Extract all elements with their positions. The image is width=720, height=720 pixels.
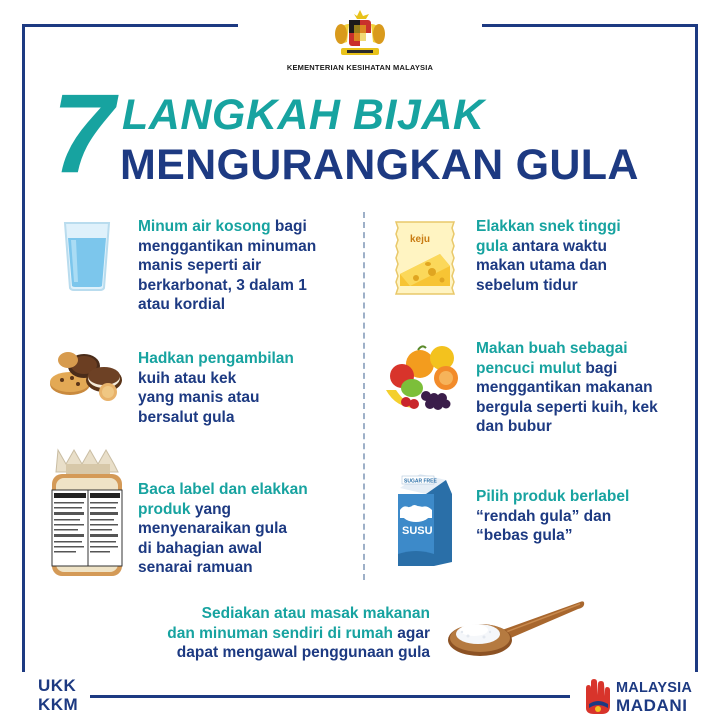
tip-text: berkarbonat, 3 dalam 1 — [138, 276, 307, 294]
tip-text: menyenaraikan gula — [138, 520, 288, 537]
malaysia-madani-logo — [580, 678, 712, 716]
tip-line — [167, 604, 430, 624]
milk-carton-icon — [394, 470, 456, 568]
tip-text: “bebas gula” — [476, 527, 573, 544]
tip-line — [476, 487, 629, 507]
tip-text: yang — [190, 500, 232, 518]
tip-line — [138, 295, 316, 315]
tip-highlight-text: produk — [138, 500, 191, 518]
tip-line — [167, 643, 430, 663]
tip-home-cooking — [167, 604, 430, 663]
water-glass-icon — [62, 220, 112, 292]
bread-nutrition-label-icon — [48, 446, 126, 578]
tip-text: di bahagian awal — [138, 539, 263, 557]
tip-line — [476, 526, 629, 546]
fruits-icon — [382, 342, 466, 414]
tip-text: bagi — [581, 359, 618, 377]
tip-text: bersalut gula — [138, 408, 235, 426]
ministry-name: KEMENTERIAN KESIHATAN MALAYSIA — [286, 63, 434, 72]
tip-line — [138, 369, 294, 389]
tip-line — [138, 237, 316, 257]
tip-line — [138, 480, 308, 500]
tip-text: senarai ramuan — [138, 559, 253, 576]
tip-highlight-text: Hadkan pengambilan — [138, 350, 294, 367]
tip-line — [138, 276, 316, 296]
tip-line — [476, 359, 658, 379]
madani-line-2: MADANI — [616, 696, 688, 715]
tip-line — [167, 624, 430, 644]
tip-text: antara waktu — [507, 237, 607, 255]
tip-text: menggantikan minuman — [138, 237, 317, 255]
title-line-1: LANGKAH BIJAK — [122, 91, 485, 139]
tip-line — [476, 398, 658, 418]
tip-line — [138, 256, 316, 276]
tip-line — [138, 217, 316, 237]
tip-text: manis seperti air — [138, 257, 262, 274]
tip-highlight-text: gula — [476, 237, 508, 255]
tip-kuih — [138, 349, 294, 427]
tip-text: kuih atau kek — [138, 369, 237, 387]
tip-line — [138, 408, 294, 428]
tip-line — [476, 237, 621, 257]
tip-highlight-text: pencuci mulut — [476, 359, 582, 377]
column-divider — [363, 212, 365, 580]
tip-line — [476, 507, 629, 527]
tip-text: makan utama dan — [476, 257, 607, 274]
ukk-logo-line-2: KKM — [38, 695, 79, 714]
tip-text: dan bubur — [476, 418, 552, 435]
tip-line — [476, 417, 658, 437]
tip-text: atau kordial — [138, 296, 225, 313]
tip-highlight-text: Sediakan atau masak makanan — [201, 605, 430, 622]
tip-highlight-text: Elakkan snek tinggi — [476, 218, 621, 235]
tip-text: dapat mengawal penggunaan gula — [176, 644, 430, 661]
cheese-snack-label: keju — [410, 234, 431, 245]
tip-line — [138, 558, 308, 578]
tip-text: menggantikan makanan — [476, 379, 653, 396]
tip-highlight-text: Makan buah sebagai — [476, 340, 628, 357]
ukk-logo-line-1: UKK — [38, 676, 77, 695]
tip-line — [476, 256, 621, 276]
tip-highlight-text: Baca label dan elakkan — [138, 481, 308, 498]
tip-line — [138, 519, 308, 539]
madani-line-1: MALAYSIA — [616, 680, 692, 696]
tip-water — [138, 217, 316, 315]
tip-label — [138, 480, 308, 578]
tip-fruit — [476, 339, 658, 437]
title-line-2: MENGURANGKAN GULA — [120, 141, 639, 189]
tip-product — [476, 487, 629, 546]
tip-line — [138, 500, 308, 520]
tip-line — [138, 388, 294, 408]
cheese-snack-icon — [392, 220, 458, 296]
tip-text: yang manis atau — [138, 389, 260, 406]
tip-line — [138, 539, 308, 559]
tip-highlight-text: Minum air kosong — [138, 218, 271, 235]
tip-text: bagi — [270, 218, 307, 235]
tip-line — [476, 378, 658, 398]
tip-text: agar — [392, 624, 430, 642]
tip-line — [476, 217, 621, 237]
tip-highlight-text: Pilih produk berlabel — [476, 488, 630, 505]
tip-line — [476, 276, 621, 296]
tip-line — [138, 349, 294, 369]
sugar-spoon-icon — [444, 596, 586, 660]
tip-line — [476, 339, 658, 359]
tip-highlight-text: dan minuman sendiri di rumah — [167, 624, 393, 642]
coat-of-arms-icon — [327, 8, 393, 62]
milk-carton-tag: SUGAR FREE — [404, 478, 437, 485]
tip-text: sebelum tidur — [476, 276, 578, 294]
cookies-icon — [48, 348, 124, 402]
ukk-kkm-logo — [38, 676, 82, 716]
title-number: 7 — [52, 71, 115, 196]
madani-hand-icon — [580, 678, 614, 716]
milk-carton-label: SUSU — [402, 525, 433, 537]
tip-snack — [476, 217, 621, 295]
tip-text: bergula seperti kuih, kek — [476, 398, 658, 416]
tip-text: “rendah gula” dan — [476, 507, 612, 525]
